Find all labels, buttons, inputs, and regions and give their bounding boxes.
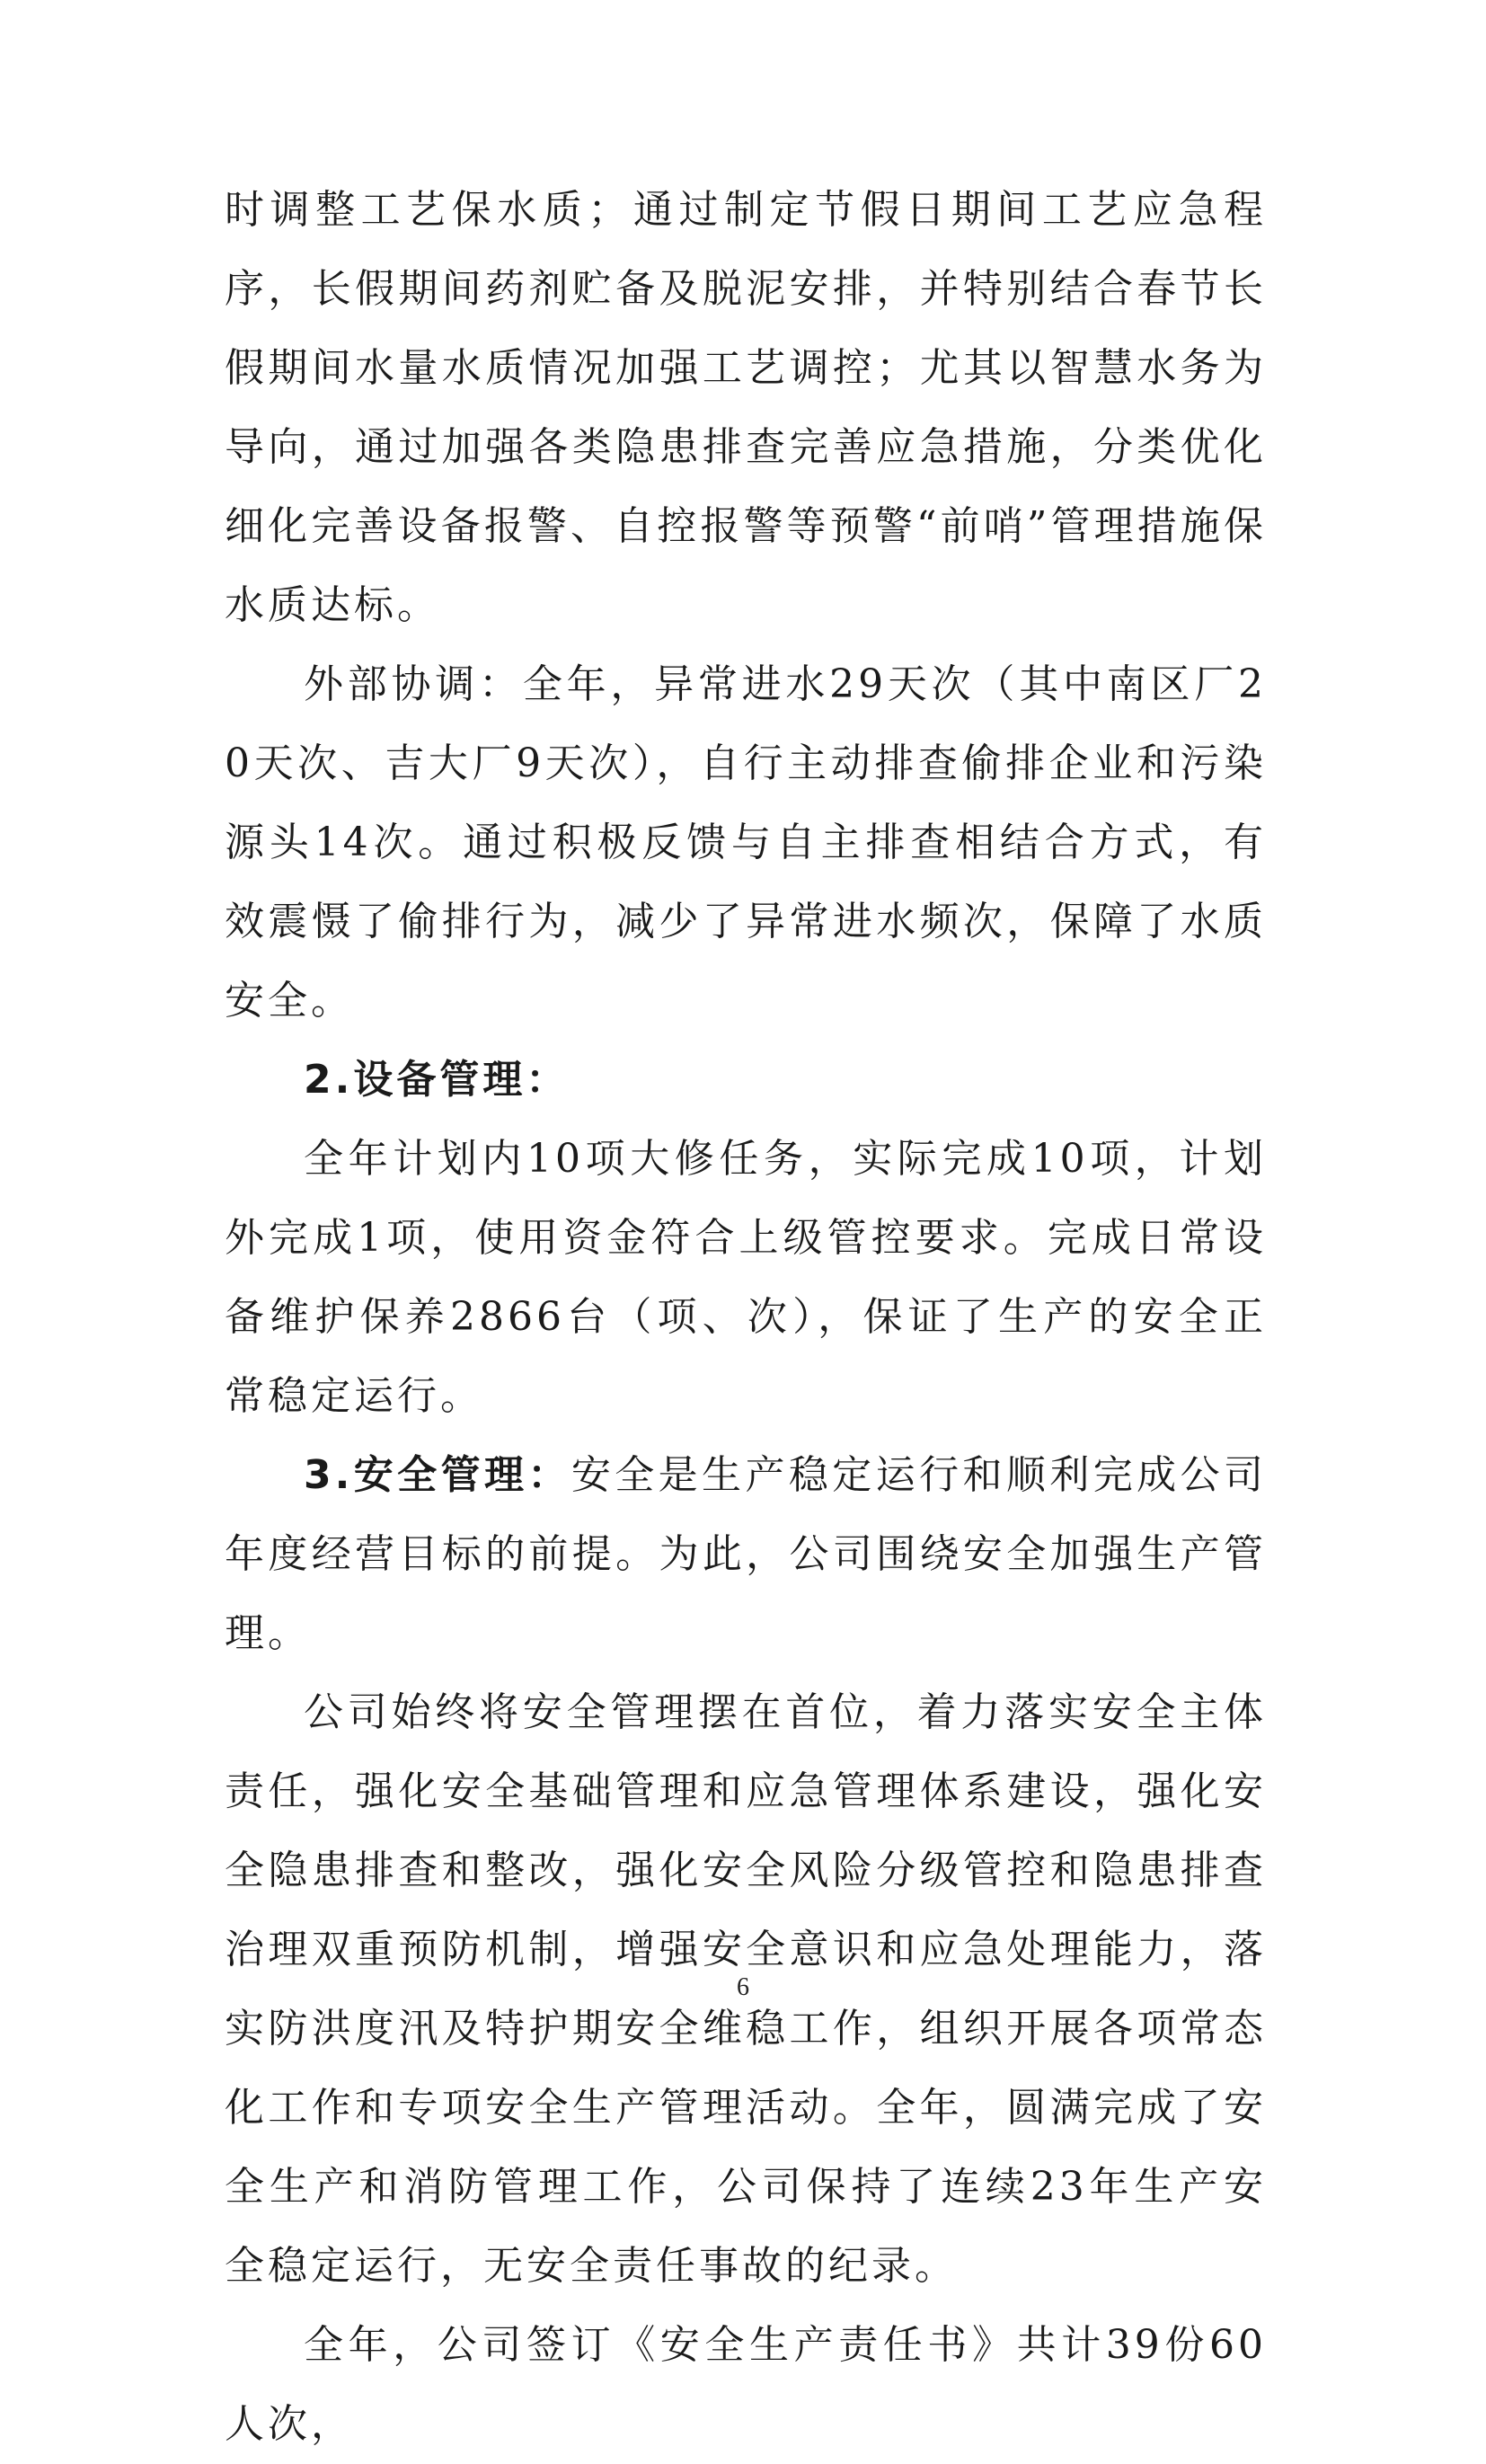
paragraph-equipment-management: 全年计划内10项大修任务，实际完成10项，计划外完成1项，使用资金符合上级管控要求。完成日常设备维护保养2866台（项、次），保证了生产的安全正常稳定运行。 [225,1136,1267,1419]
safety-management-intro-text: 安全是生产稳定运行和顺利完成公司年度经营目标的前提。为此，公司围绕安全加强生产管理。 [225,1452,1267,1656]
paragraph-safety-contracts: 全年，公司签订《安全生产责任书》共计39份60人次， [225,2322,1267,2447]
paragraph-external-coordination: 外部协调：全年，异常进水29天次（其中南区厂20天次、吉大厂9天次），自行主动排查偷排企业和污染源头14次。通过积极反馈与自主排查相结合方式，有效震慑了偷排行为，减少了异常进水频次，保障了水质安全。 [225,661,1267,1024]
paragraph-safety-management-intro [225,1436,1267,1673]
body-text [225,171,1267,2464]
page-number: 6 [737,1973,749,2001]
heading-safety-management: 3.安全管理： [304,1452,571,1498]
paragraph-safety-responsibility: 公司始终将安全管理摆在首位，着力落实安全主体责任，强化安全基础管理和应急管理体系建设，强化安全隐患排查和整改，强化安全风险分级管控和隐患排查治理双重预防机制，增强安全意识和应急处理能力，落实防洪度汛及特护期安全维稳工作，组织开展各项常态化工作和专项安全生产管理活动。全年，圆满完成了安全生产和消防管理工作，公司保持了连续23年生产安全稳定运行，无安全责任事故的纪录。 [225,1689,1267,2289]
heading-equipment-management: 2.设备管理： [304,1057,570,1103]
paragraph-water-quality-continued: 时调整工艺保水质；通过制定节假日期间工艺应急程序，长假期间药剂贮备及脱泥安排，并特别结合春节长假期间水量水质情况加强工艺调控；尤其以智慧水务为导向，通过加强各类隐患排查完善应急措施，分类优化细化完善设备报警、自控报警等预警“前哨”管理措施保水质达标。 [225,187,1267,628]
